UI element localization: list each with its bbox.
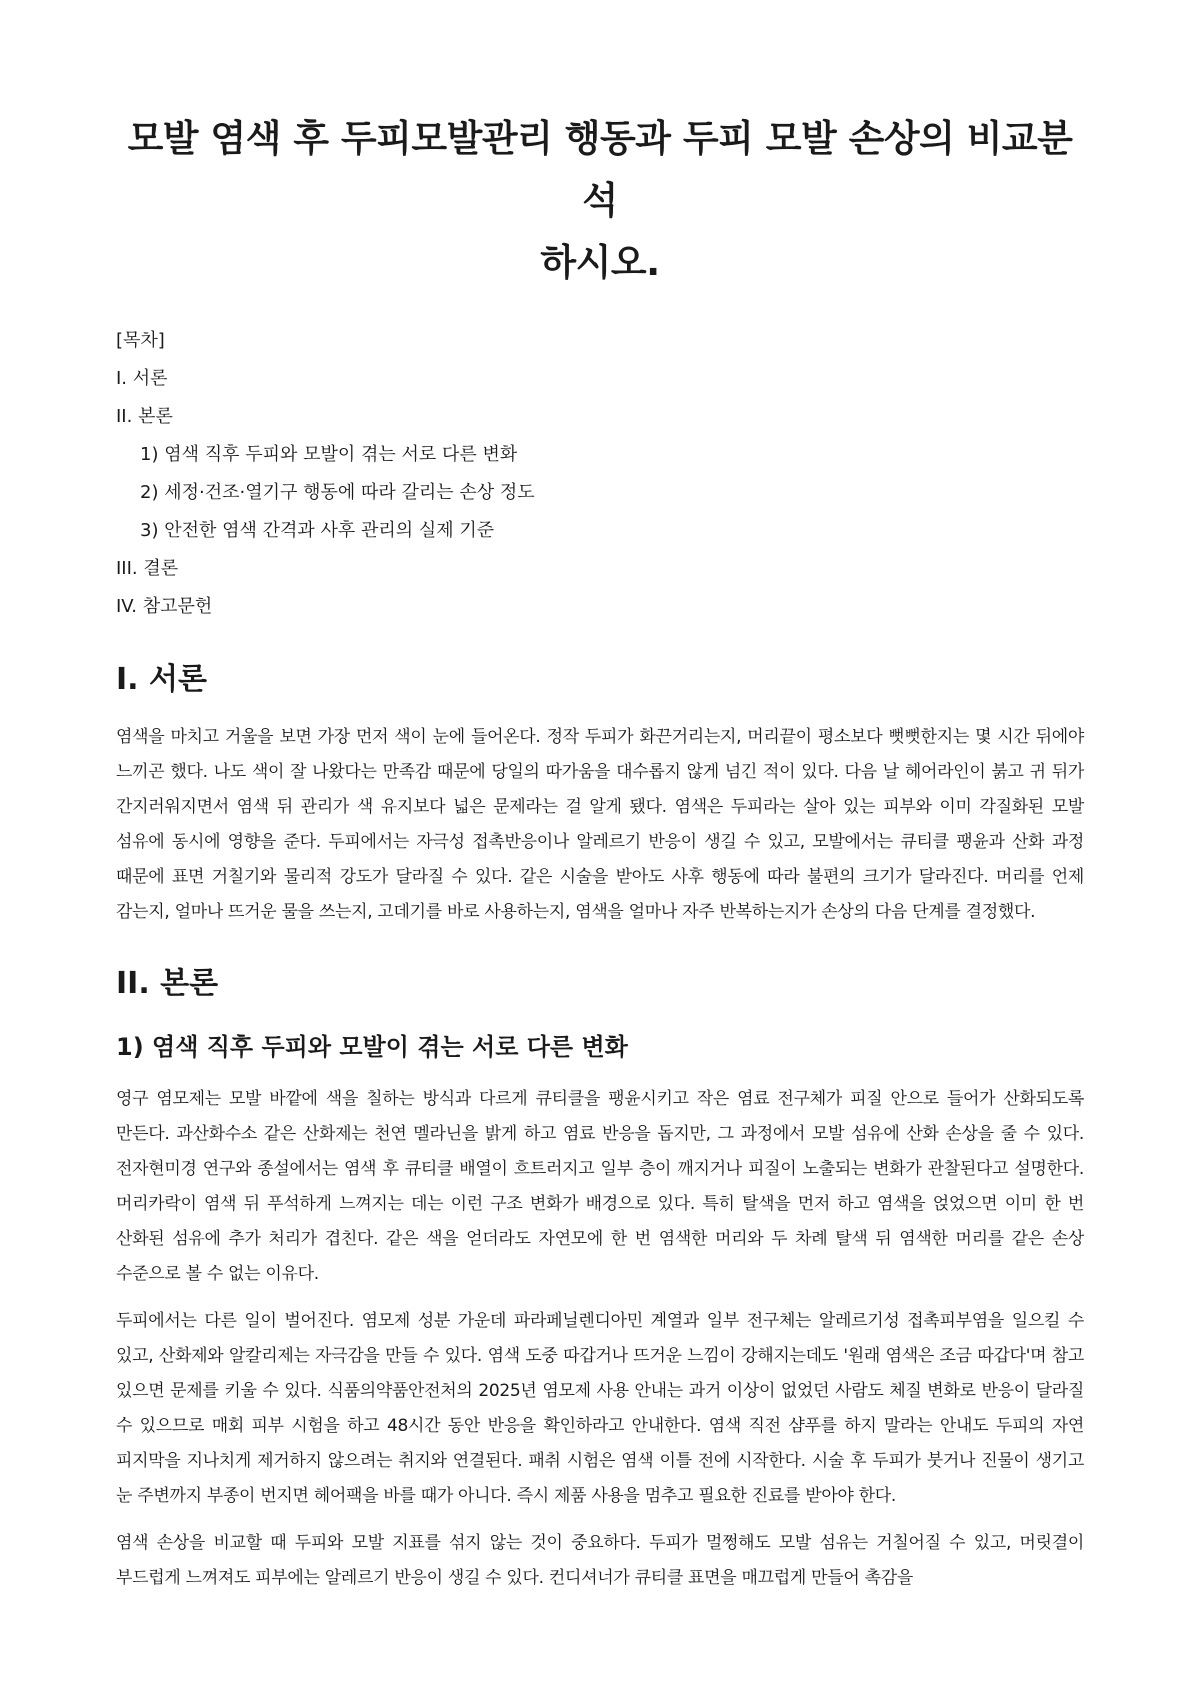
document-title	[116, 108, 1084, 294]
body-paragraph: 염색 손상을 비교할 때 두피와 모발 지표를 섞지 않는 것이 중요하다. 두피가 멀쩡해도 모발 섬유는 거칠어질 수 있고, 머릿결이 부드럽게 느껴져도 피부에는 알레르기 반응이 생길 수 있다. 컨디셔너가 큐티클 표면을 매끄럽게 만들어 촉감을	[116, 1533, 1084, 1588]
toc-heading: [목차]	[116, 330, 165, 351]
toc-item: IV. 참고문헌	[116, 596, 213, 617]
body-paragraph: 두피에서는 다른 일이 벌어진다. 염모제 성분 가운데 파라페닐렌디아민 계열과 일부 전구체는 알레르기성 접촉피부염을 일으킬 수 있고, 산화제와 알칼리제는 자극감을 만들 수 있다. 염색 도중 따갑거나 뜨거운 느낌이 강해지는데도 '원래 염색은 조금 따갑다'며 참고 있으면 문제를 키울 수 있다. 식품의약품안전처의 2025년 염모제 사용 안내는 과거 이상이 없었던 사람도 체질 변화로 반응이 달라질 수 있으므로 매회 피부 시험을 하고 48시간 동안 반응을 확인하라고 안내한다. 염색 직전 샴푸를 하지 말라는 안내도 두피의 자연 피지막을 지나치게 제거하지 않으려는 취지와 연결된다. 패취 시험은 염색 이틀 전에 시작한다. 시술 후 두피가 붓거나 진물이 생기고 눈 주변까지 부종이 번지면 헤어팩을 바를 때가 아니다. 즉시 제품 사용을 멈추고 필요한 진료를 받아야 한다.	[116, 1311, 1084, 1506]
body-paragraph: 영구 염모제는 모발 바깥에 색을 칠하는 방식과 다르게 큐티클을 팽윤시키고 작은 염료 전구체가 피질 안으로 들어가 산화되도록 만든다. 과산화수소 같은 산화제는 천연 멜라닌을 밝게 하고 염료 반응을 돕지만, 그 과정에서 모발 섬유에 산화 손상을 줄 수 있다. 전자현미경 연구와 종설에서는 염색 후 큐티클 배열이 흐트러지고 일부 층이 깨지거나 피질이 노출되는 변화가 관찰된다고 설명한다. 머리카락이 염색 뒤 푸석하게 느껴지는 데는 이런 구조 변화가 배경으로 있다. 특히 탈색을 먼저 하고 염색을 얹었으면 이미 한 번 산화된 섬유에 추가 처리가 겹친다. 같은 색을 얻더라도 자연모에 한 번 염색한 머리와 두 차례 탈색 뒤 염색한 머리를 같은 손상 수준으로 볼 수 없는 이유다.	[116, 1089, 1084, 1284]
toc-item: 2) 세정·건조·열기구 행동에 따라 갈리는 손상 정도	[140, 482, 535, 503]
intro-paragraph: 염색을 마치고 거울을 보면 가장 먼저 색이 눈에 들어온다. 정작 두피가 화끈거리는지, 머리끝이 평소보다 뻣뻣한지는 몇 시간 뒤에야 느끼곤 했다. 나도 색이 잘 나왔다는 만족감 때문에 당일의 따가움을 대수롭지 않게 넘긴 적이 있다. 다음 날 헤어라인이 붉고 귀 뒤가 간지러워지면서 염색 뒤 관리가 색 유지보다 넓은 문제라는 걸 알게 됐다. 염색은 두피라는 살아 있는 피부와 이미 각질화된 모발 섬유에 동시에 영향을 준다. 두피에서는 자극성 접촉반응이나 알레르기 반응이 생길 수 있고, 모발에서는 큐티클 팽윤과 산화 과정 때문에 표면 거칠기와 물리적 강도가 달라질 수 있다. 같은 시술을 받아도 사후 행동에 따라 불편의 크기가 달라진다. 머리를 언제 감는지, 얼마나 뜨거운 물을 쓰는지, 고데기를 바로 사용하는지, 염색을 얼마나 자주 반복하는지가 손상의 다음 단계를 결정했다.	[116, 727, 1084, 922]
toc-item: II. 본론	[116, 406, 173, 427]
document-title-line-2: 하시오.	[540, 241, 660, 284]
table-of-contents	[116, 322, 1084, 626]
subsection-heading-1: 1) 염색 직후 두피와 모발이 겪는 서로 다른 변화	[116, 1033, 628, 1061]
section-heading-intro: I. 서론	[116, 662, 207, 697]
toc-item: 3) 안전한 염색 간격과 사후 관리의 실제 기준	[140, 520, 495, 541]
document-title-line-1: 모발 염색 후 두피모발관리 행동과 두피 모발 손상의 비교분석	[127, 117, 1073, 222]
toc-item: I. 서론	[116, 368, 168, 389]
section-heading-body: II. 본론	[116, 966, 219, 1001]
toc-item: III. 결론	[116, 558, 179, 579]
toc-item: 1) 염색 직후 두피와 모발이 겪는 서로 다른 변화	[140, 444, 518, 465]
